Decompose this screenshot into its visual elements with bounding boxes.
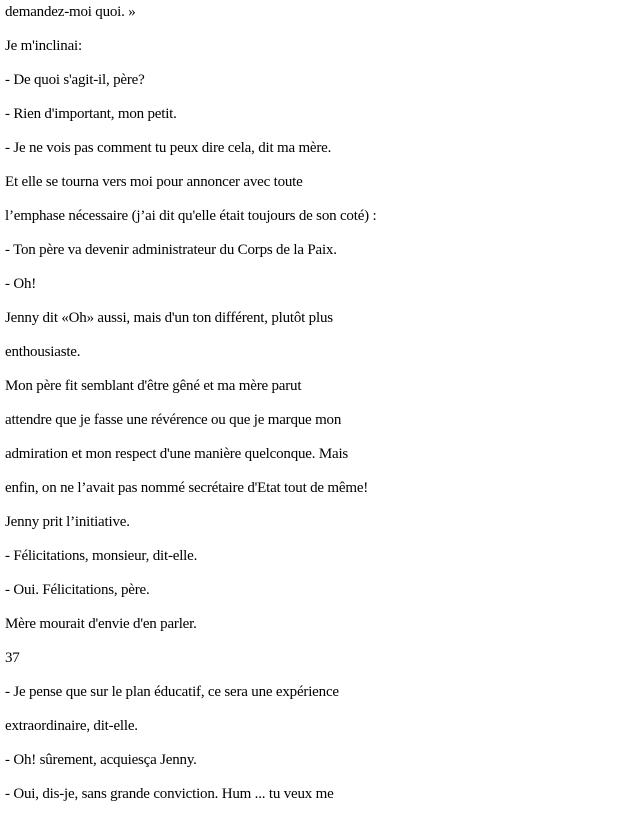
text-line: Jenny dit «Oh» aussi, mais d'un ton différent, plutôt plus xyxy=(5,310,333,326)
text-line: - Ton père va devenir administrateur du Corps de la Paix. xyxy=(5,242,337,258)
text-line: extraordinaire, dit-elle. xyxy=(5,718,138,734)
text-line: l’emphase nécessaire (j’ai dit qu'elle était toujours de son coté) : xyxy=(5,208,377,224)
text-line: - Félicitations, monsieur, dit-elle. xyxy=(5,548,198,564)
text-line: Je m'inclinai: xyxy=(5,38,82,54)
text-line: Mon père fit semblant d'être gêné et ma mère parut xyxy=(5,378,302,394)
text-line: Et elle se tourna vers moi pour annoncer avec toute xyxy=(5,174,303,190)
text-line: - Oui, dis-je, sans grande conviction. Hum ... tu veux me xyxy=(5,786,334,802)
text-line: - De quoi s'agit-il, père? xyxy=(5,72,145,88)
text-line: - Oh! sûrement, acquiesça Jenny. xyxy=(5,752,197,768)
text-line: - Rien d'important, mon petit. xyxy=(5,106,177,122)
page-number: 37 xyxy=(5,650,20,666)
text-line: enfin, on ne l’avait pas nommé secrétaire d'Etat tout de même! xyxy=(5,480,369,496)
text-line: - Oui. Félicitations, père. xyxy=(5,582,150,598)
text-line: - Je ne vois pas comment tu peux dire cela, dit ma mère. xyxy=(5,140,332,156)
text-line: admiration et mon respect d'une manière quelconque. Mais xyxy=(5,446,349,462)
text-line: demandez-moi quoi. » xyxy=(5,4,136,20)
text-line: enthousiaste. xyxy=(5,344,81,360)
text-line: - Oh! xyxy=(5,276,37,292)
text-line: Mère mourait d'envie d'en parler. xyxy=(5,616,197,632)
text-line: Jenny prit l’initiative. xyxy=(5,514,130,530)
text-line: attendre que je fasse une révérence ou que je marque mon xyxy=(5,412,342,428)
text-line: - Je pense que sur le plan éducatif, ce sera une expérience xyxy=(5,684,339,700)
